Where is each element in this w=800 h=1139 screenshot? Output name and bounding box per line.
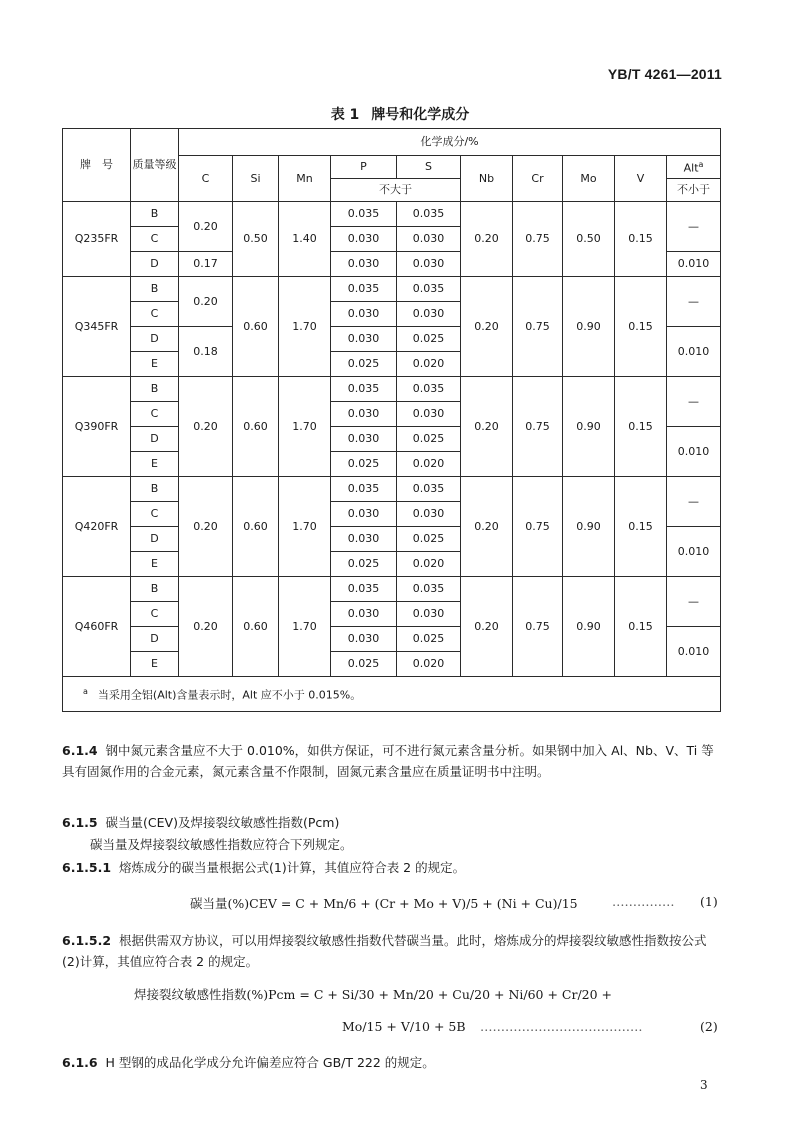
table-row [63, 577, 721, 602]
sulfur-cell: 0.020 [397, 652, 461, 677]
phosphorus-cell: 0.030 [331, 627, 397, 652]
aluminium-cell: 0.010 [667, 252, 721, 277]
sulfur-cell: 0.035 [397, 577, 461, 602]
table-row [63, 277, 721, 302]
sulfur-cell: 0.035 [397, 202, 461, 227]
sulfur-cell: 0.035 [397, 477, 461, 502]
header-alt-footnote-mark: a [698, 160, 704, 170]
footnote-text: 当采用全铝(Alt)含量表示时，Alt 应不小于 0.015%。 [97, 688, 362, 702]
quality-cell: D [131, 527, 179, 552]
section-6-1-4 [62, 740, 722, 782]
grade-cell: Q460FR [63, 577, 131, 677]
header-s: S [397, 156, 461, 179]
sulfur-cell: 0.030 [397, 227, 461, 252]
chromium-cell: 0.75 [513, 277, 563, 377]
phosphorus-cell: 0.025 [331, 652, 397, 677]
phosphorus-cell: 0.025 [331, 352, 397, 377]
sulfur-cell: 0.020 [397, 352, 461, 377]
carbon-cell: 0.20 [179, 377, 233, 477]
vanadium-cell: 0.15 [615, 277, 667, 377]
niobium-cell: 0.20 [461, 477, 513, 577]
section-number: 6.1.6 [62, 1055, 98, 1070]
formula-pcm-number: (2) [700, 1019, 718, 1034]
header-not-greater-than: 不大于 [331, 179, 461, 202]
manganese-cell: 1.70 [279, 377, 331, 477]
aluminium-cell: — [667, 202, 721, 252]
chromium-cell: 0.75 [513, 377, 563, 477]
phosphorus-cell: 0.035 [331, 377, 397, 402]
sulfur-cell: 0.030 [397, 302, 461, 327]
phosphorus-cell: 0.035 [331, 277, 397, 302]
phosphorus-cell: 0.030 [331, 402, 397, 427]
quality-cell: E [131, 552, 179, 577]
formula-cev-number: (1) [700, 894, 718, 909]
section-6-1-5-1 [62, 857, 722, 878]
table-footnote [63, 677, 721, 712]
grade-cell: Q390FR [63, 377, 131, 477]
phosphorus-cell: 0.025 [331, 452, 397, 477]
header-mo: Mo [563, 156, 615, 202]
table-row [63, 477, 721, 502]
section-text: H 型钢的成品化学成分允许偏差应符合 GB/T 222 的规定。 [105, 1055, 435, 1070]
sulfur-cell: 0.035 [397, 377, 461, 402]
chemical-composition-table [62, 128, 721, 712]
quality-cell: C [131, 602, 179, 627]
formula-cev: 碳当量(%)CEV = C + Mn/6 + (Cr + Mo + V)/5 + (Ni + Cu)/15 [190, 896, 578, 911]
manganese-cell: 1.40 [279, 202, 331, 277]
aluminium-cell: — [667, 277, 721, 327]
niobium-cell: 0.20 [461, 277, 513, 377]
manganese-cell: 1.70 [279, 477, 331, 577]
sulfur-cell: 0.025 [397, 627, 461, 652]
aluminium-cell: — [667, 377, 721, 427]
header-chemical-composition: 化学成分/% [179, 129, 721, 156]
molybdenum-cell: 0.90 [563, 277, 615, 377]
table-row [63, 202, 721, 227]
grade-cell: Q345FR [63, 277, 131, 377]
sulfur-cell: 0.030 [397, 602, 461, 627]
quality-cell: E [131, 352, 179, 377]
quality-cell: C [131, 402, 179, 427]
quality-cell: B [131, 477, 179, 502]
vanadium-cell: 0.15 [615, 377, 667, 477]
sulfur-cell: 0.025 [397, 427, 461, 452]
phosphorus-cell: 0.030 [331, 227, 397, 252]
quality-cell: B [131, 577, 179, 602]
manganese-cell: 1.70 [279, 277, 331, 377]
header-si: Si [233, 156, 279, 202]
section-number: 6.1.5.2 [62, 933, 112, 948]
section-6-1-5-text: 碳当量及焊接裂纹敏感性指数应符合下列规定。 [90, 837, 353, 852]
section-text: 熔炼成分的碳当量根据公式(1)计算，其值应符合表 2 的规定。 [119, 860, 466, 875]
formula-cev-leader: …………… [612, 894, 675, 909]
aluminium-cell: — [667, 477, 721, 527]
section-6-1-5 [62, 812, 722, 833]
carbon-cell: 0.20 [179, 277, 233, 327]
formula-pcm-leader: ………………………………… [480, 1019, 643, 1034]
silicon-cell: 0.60 [233, 277, 279, 377]
phosphorus-cell: 0.030 [331, 252, 397, 277]
niobium-cell: 0.20 [461, 377, 513, 477]
carbon-cell: 0.18 [179, 327, 233, 377]
phosphorus-cell: 0.030 [331, 602, 397, 627]
chromium-cell: 0.75 [513, 477, 563, 577]
sulfur-cell: 0.030 [397, 402, 461, 427]
phosphorus-cell: 0.025 [331, 552, 397, 577]
phosphorus-cell: 0.030 [331, 527, 397, 552]
quality-cell: E [131, 652, 179, 677]
aluminium-cell: 0.010 [667, 427, 721, 477]
header-mn: Mn [279, 156, 331, 202]
silicon-cell: 0.50 [233, 202, 279, 277]
footnote-mark: a [83, 687, 88, 697]
molybdenum-cell: 0.90 [563, 377, 615, 477]
phosphorus-cell: 0.030 [331, 327, 397, 352]
sulfur-cell: 0.030 [397, 502, 461, 527]
formula-pcm-line1: 焊接裂纹敏感性指数(%)Pcm = C + Si/30 + Mn/20 + Cu/20 + Ni/60 + Cr/20 + [134, 987, 613, 1002]
quality-cell: D [131, 327, 179, 352]
carbon-cell: 0.20 [179, 477, 233, 577]
phosphorus-cell: 0.035 [331, 577, 397, 602]
phosphorus-cell: 0.035 [331, 202, 397, 227]
chromium-cell: 0.75 [513, 577, 563, 677]
quality-cell: B [131, 277, 179, 302]
niobium-cell: 0.20 [461, 202, 513, 277]
aluminium-cell: 0.010 [667, 327, 721, 377]
sulfur-cell: 0.020 [397, 452, 461, 477]
molybdenum-cell: 0.90 [563, 477, 615, 577]
quality-cell: C [131, 302, 179, 327]
aluminium-cell: — [667, 577, 721, 627]
header-c: C [179, 156, 233, 202]
header-p: P [331, 156, 397, 179]
quality-cell: D [131, 427, 179, 452]
header-v: V [615, 156, 667, 202]
quality-cell: B [131, 202, 179, 227]
aluminium-cell: 0.010 [667, 627, 721, 677]
table-row [63, 377, 721, 402]
phosphorus-cell: 0.030 [331, 427, 397, 452]
molybdenum-cell: 0.50 [563, 202, 615, 277]
header-grade: 牌 号 [63, 129, 131, 202]
section-title: 碳当量(CEV)及焊接裂纹敏感性指数(Pcm) [105, 815, 340, 830]
sulfur-cell: 0.020 [397, 552, 461, 577]
sulfur-cell: 0.025 [397, 527, 461, 552]
aluminium-cell: 0.010 [667, 527, 721, 577]
silicon-cell: 0.60 [233, 577, 279, 677]
phosphorus-cell: 0.030 [331, 302, 397, 327]
table-caption [0, 104, 800, 124]
header-alt-label: Alt [683, 161, 699, 175]
header-alt [667, 156, 721, 179]
header-cr: Cr [513, 156, 563, 202]
silicon-cell: 0.60 [233, 377, 279, 477]
quality-cell: D [131, 252, 179, 277]
vanadium-cell: 0.15 [615, 202, 667, 277]
header-nb: Nb [461, 156, 513, 202]
header-quality: 质量等级 [131, 129, 179, 202]
header-not-less-than: 不小于 [667, 179, 721, 202]
quality-cell: E [131, 452, 179, 477]
section-number: 6.1.5.1 [62, 860, 112, 875]
molybdenum-cell: 0.90 [563, 577, 615, 677]
carbon-cell: 0.17 [179, 252, 233, 277]
section-number: 6.1.4 [62, 743, 98, 758]
table-footnote-row [63, 677, 721, 712]
page-number: 3 [700, 1078, 708, 1092]
quality-cell: B [131, 377, 179, 402]
section-text: 根据供需双方协议，可以用焊接裂纹敏感性指数代替碳当量。此时，熔炼成分的焊接裂纹敏感性指数按公式(2)计算，其值应符合表 2 的规定。 [62, 933, 707, 969]
vanadium-cell: 0.15 [615, 577, 667, 677]
section-text: 钢中氮元素含量应不大于 0.010%，如供方保证，可不进行氮元素含量分析。如果钢中加入 Al、Nb、V、Ti 等具有固氮作用的合金元素，氮元素含量不作限制，固氮元素含量应在质量证明书中注明。 [62, 743, 714, 779]
table-caption-title: 牌号和化学成分 [371, 107, 470, 123]
formula-pcm-line2: Mo/15 + V/10 + 5B [342, 1019, 466, 1034]
vanadium-cell: 0.15 [615, 477, 667, 577]
niobium-cell: 0.20 [461, 577, 513, 677]
grade-cell: Q420FR [63, 477, 131, 577]
manganese-cell: 1.70 [279, 577, 331, 677]
sulfur-cell: 0.035 [397, 277, 461, 302]
grade-cell: Q235FR [63, 202, 131, 277]
phosphorus-cell: 0.030 [331, 502, 397, 527]
standard-code: YB/T 4261—2011 [607, 66, 722, 82]
quality-cell: C [131, 502, 179, 527]
section-6-1-5-2 [62, 930, 722, 972]
chromium-cell: 0.75 [513, 202, 563, 277]
section-6-1-6 [62, 1052, 722, 1073]
quality-cell: D [131, 627, 179, 652]
section-number: 6.1.5 [62, 815, 98, 830]
carbon-cell: 0.20 [179, 577, 233, 677]
silicon-cell: 0.60 [233, 477, 279, 577]
phosphorus-cell: 0.035 [331, 477, 397, 502]
sulfur-cell: 0.025 [397, 327, 461, 352]
sulfur-cell: 0.030 [397, 252, 461, 277]
table-caption-number: 表 1 [330, 107, 360, 123]
carbon-cell: 0.20 [179, 202, 233, 252]
quality-cell: C [131, 227, 179, 252]
